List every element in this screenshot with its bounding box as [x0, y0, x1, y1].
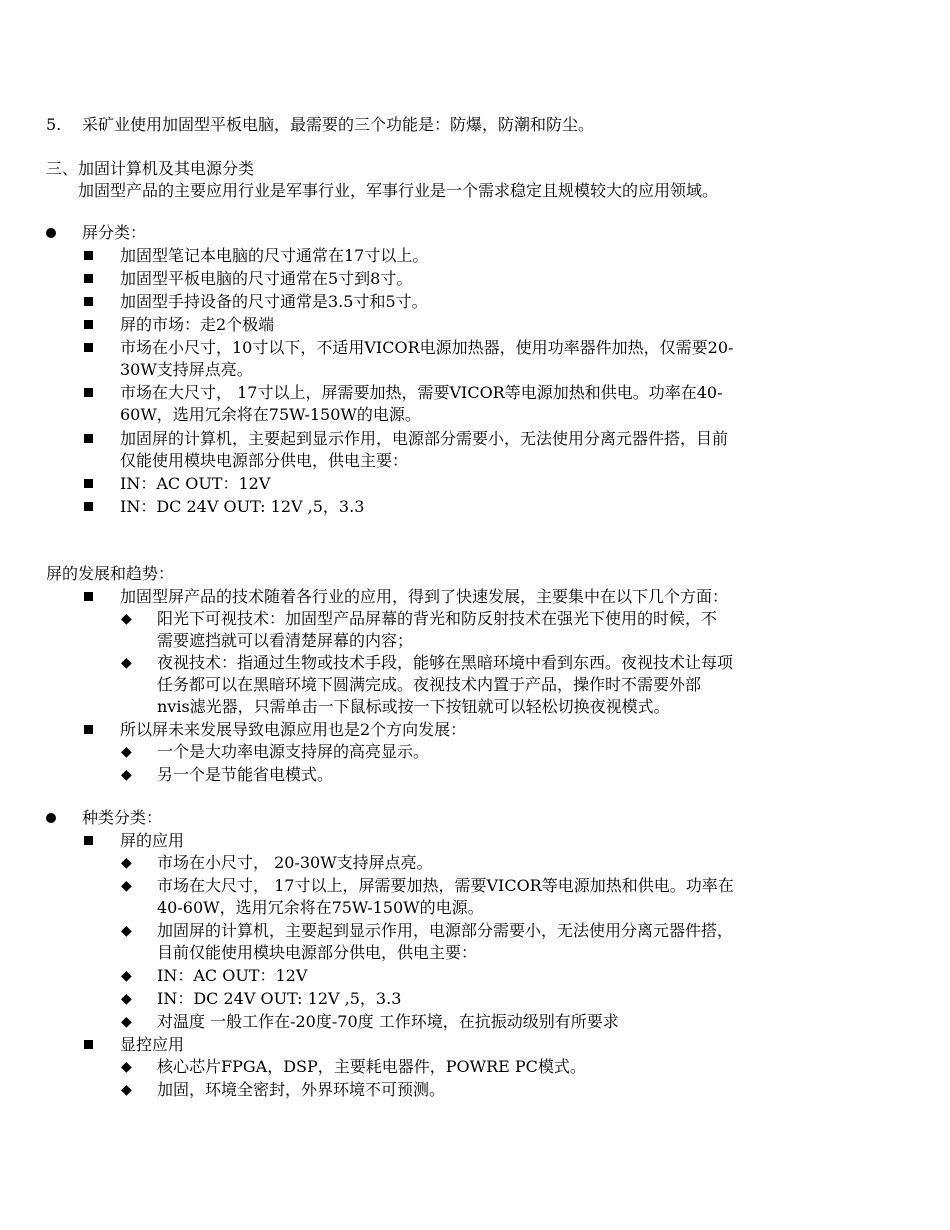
bullet-diamond: ◆ [121, 767, 132, 783]
bullet-diamond: ◆ [121, 855, 132, 871]
sub-item-continued: 40-60W，选用冗余将在75W-150W的电源。 [157, 898, 484, 917]
list-item-continued: 30W支持屏点亮。 [120, 360, 253, 379]
bullet-square [84, 320, 93, 329]
trend-lead: 加固型屏产品的技术随着各行业的应用，得到了快速发展，主要集中在以下几个方面： [120, 587, 729, 606]
section-intro: 加固型产品的主要应用行业是军事行业，军事行业是一个需求稳定且规模较大的应用领域。 [78, 181, 719, 200]
sub-item: 加固，环境全密封，外界环境不可预测。 [157, 1080, 446, 1099]
list-item: 市场在大尺寸， 17寸以上，屏需要加热，需要VICOR等电源加热和供电。功率在40- [120, 383, 723, 402]
trend-lead-2: 所以屏未来发展导致电源应用也是2个方向发展： [120, 720, 467, 739]
bullet-square [84, 274, 93, 283]
bullet-square [84, 343, 93, 352]
screen-class-title: 屏分类： [82, 223, 147, 242]
sub-item: 一个是大功率电源支持屏的高亮显示。 [157, 742, 430, 761]
list-item-continued: 60W，选用冗余将在75W-150W的电源。 [120, 405, 421, 424]
bullet-diamond: ◆ [121, 923, 132, 939]
bullet-square [84, 434, 93, 443]
bullet-diamond: ◆ [121, 1059, 132, 1075]
bullet-diamond: ◆ [121, 1082, 132, 1098]
sub-item-continued: 任务都可以在黑暗环境下圆满完成。夜视技术内置于产品，操作时不需要外部 [157, 675, 702, 694]
sub-item: 另一个是节能省电模式。 [157, 765, 334, 784]
list-item: IN：DC 24V OUT: 12V ,5，3.3 [120, 497, 365, 516]
list-item: 加固型手持设备的尺寸通常是3.5寸和5寸。 [120, 292, 428, 311]
bullet-square [84, 479, 93, 488]
sub-item: IN：DC 24V OUT: 12V ,5，3.3 [157, 989, 402, 1008]
sub-item: 加固屏的计算机，主要起到显示作用，电源部分需要小，无法使用分离元器件搭， [157, 921, 734, 940]
item-number: 5. [46, 115, 62, 134]
list-item: 加固型笔记本电脑的尺寸通常在17寸以上。 [120, 246, 429, 265]
bullet-square [84, 725, 93, 734]
bullet-diamond: ◆ [121, 611, 132, 627]
bullet-square [84, 502, 93, 511]
sub-item-continued: 目前仅能使用模块电源部分供电，供电主要： [157, 943, 478, 962]
bullet-square [84, 297, 93, 306]
list-item: IN：AC OUT：12V [120, 474, 271, 493]
section-heading: 三、加固计算机及其电源分类 [46, 159, 255, 178]
trend-title: 屏的发展和趋势： [46, 564, 175, 583]
bullet-diamond: ◆ [121, 744, 132, 760]
bullet-diamond: ◆ [121, 991, 132, 1007]
bullet-diamond: ◆ [121, 878, 132, 894]
control-app-title: 显控应用 [120, 1035, 185, 1054]
list-item: 市场在小尺寸，10寸以下，不适用VICOR电源加热器，使用功率器件加热，仅需要20- [120, 338, 734, 357]
list-item-continued: 仅能使用模块电源部分供电，供电主要： [120, 451, 409, 470]
bullet-diamond: ◆ [121, 655, 132, 671]
bullet-diamond: ◆ [121, 968, 132, 984]
bullet-dot [46, 813, 56, 823]
list-item: 加固屏的计算机，主要起到显示作用，电源部分需要小，无法使用分离元器件搭，目前 [120, 429, 729, 448]
sub-item: IN：AC OUT：12V [157, 966, 308, 985]
bullet-square [84, 388, 93, 397]
bullet-square [84, 251, 93, 260]
kinds-title: 种类分类： [82, 808, 163, 827]
bullet-square [84, 592, 93, 601]
sub-item: 核心芯片FPGA，DSP，主要耗电器件，POWRE PC模式。 [157, 1057, 586, 1076]
bullet-square [84, 836, 93, 845]
sub-item: 市场在小尺寸， 20-30W支持屏点亮。 [157, 853, 433, 872]
list-item: 屏的市场：走2个极端 [120, 315, 275, 334]
bullet-dot [46, 228, 56, 238]
item-5-text: 采矿业使用加固型平板电脑，最需要的三个功能是：防爆，防潮和防尘。 [82, 115, 595, 134]
bullet-square [84, 1040, 93, 1049]
list-item: 加固型平板电脑的尺寸通常在5寸到8寸。 [120, 269, 413, 288]
sub-item: 夜视技术：指通过生物或技术手段，能够在黑暗环境中看到东西。夜视技术让每项 [157, 653, 734, 672]
sub-item-continued: nvis滤光器，只需单击一下鼠标或按一下按钮就可以轻松切换夜视模式。 [157, 697, 670, 716]
sub-item: 市场在大尺寸， 17寸以上，屏需要加热，需要VICOR等电源加热和供电。功率在 [157, 876, 734, 895]
sub-item-continued: 需要遮挡就可以看清楚屏幕的内容； [157, 631, 414, 650]
bullet-diamond: ◆ [121, 1014, 132, 1030]
sub-item: 对温度 一般工作在-20度-70度 工作环境，在抗振动级别有所要求 [157, 1012, 619, 1031]
sub-item: 阳光下可视技术：加固型产品屏幕的背光和防反射技术在强光下使用的时候，不 [157, 609, 718, 628]
screen-app-title: 屏的应用 [120, 831, 185, 850]
